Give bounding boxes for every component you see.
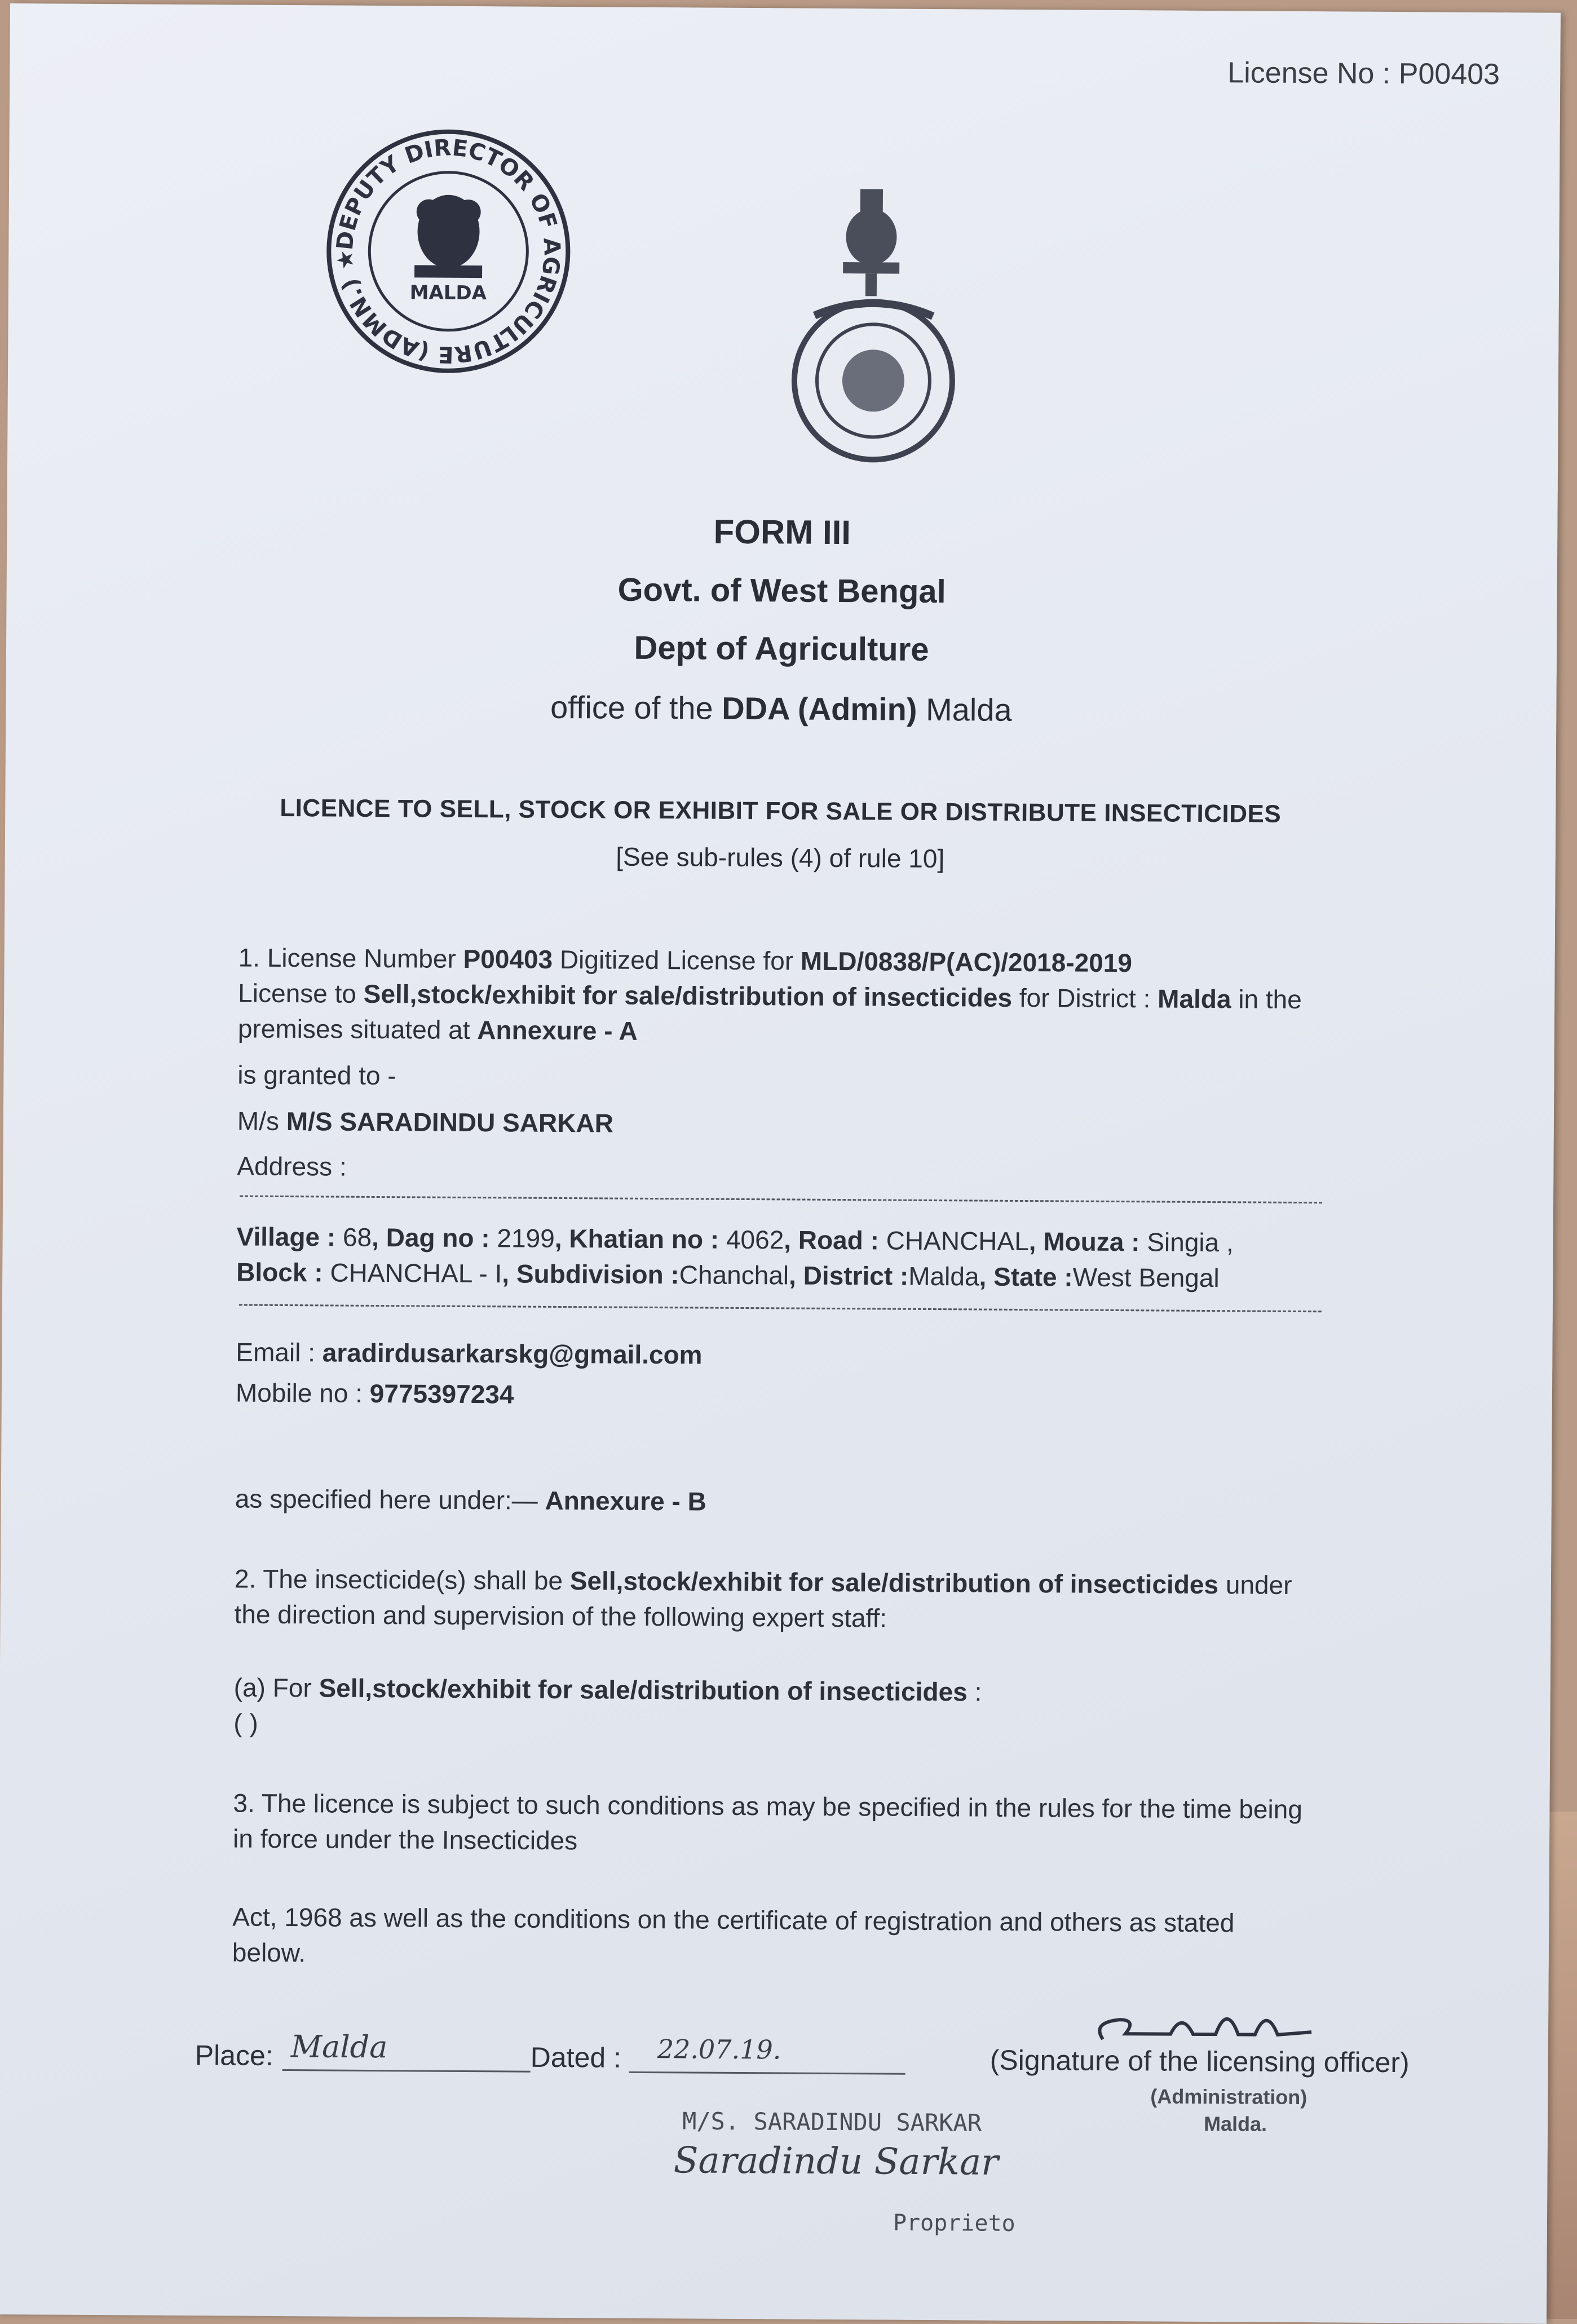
para3-line1: 3. The licence is subject to such conditions as may be specified in the rules for the time being: [233, 1788, 1303, 1825]
text: (a) For: [233, 1672, 319, 1703]
state: West Bengal: [1072, 1262, 1220, 1293]
govt-title: Govt. of West Bengal: [617, 571, 946, 610]
text: premises situated at: [237, 1013, 478, 1045]
specified-line: [235, 1481, 706, 1518]
stamp-line1: (Administration): [1150, 2084, 1307, 2109]
svg-text:MALDA: MALDA: [409, 281, 487, 305]
annexure-a: Annexure - A: [477, 1015, 638, 1046]
para1-line3: [238, 1012, 638, 1048]
text: M/s: [237, 1106, 286, 1136]
office-name: DDA (Admin): [722, 690, 917, 727]
dept-title: Dept of Agriculture: [634, 629, 929, 668]
label: Email :: [236, 1337, 323, 1367]
dated-label: Dated :: [530, 2041, 622, 2074]
granted-to: is granted to -: [237, 1060, 396, 1091]
proprietor-name: M/S. SARADINDU SARKAR: [682, 2107, 982, 2137]
activity: Sell,stock/exhibit for sale/distribution of insecticides: [569, 1566, 1219, 1600]
para1-line1: [238, 941, 1132, 980]
annexure-b: Annexure - B: [545, 1485, 706, 1516]
road: CHANCHAL: [886, 1225, 1029, 1256]
license-document: [0, 3, 1561, 2324]
label: Village :: [236, 1221, 343, 1252]
text: 2. The insecticide(s) shall be: [234, 1564, 570, 1596]
text: in the: [1231, 984, 1302, 1015]
mobile-value: 9775397234: [369, 1378, 514, 1409]
para1-line2: [238, 976, 1302, 1017]
label: , Road :: [784, 1225, 886, 1255]
text: for District :: [1011, 982, 1158, 1013]
emblem-icon: [780, 188, 968, 482]
label: , State :: [979, 1261, 1073, 1292]
office-line: [6, 685, 1556, 732]
proprietor-signature: Saradindu Sarkar: [673, 2140, 999, 2184]
form-title: FORM III: [713, 512, 851, 552]
para2-line1: [235, 1561, 1292, 1601]
para3-line4: below.: [232, 1937, 306, 1968]
licensee-line: [237, 1104, 613, 1140]
place-label: Place:: [195, 2039, 273, 2071]
mouza: Singia ,: [1147, 1227, 1234, 1258]
address-line1: [236, 1219, 1233, 1259]
text: License to: [238, 978, 364, 1008]
label: Block :: [236, 1257, 330, 1287]
address-label: Address :: [237, 1151, 347, 1181]
signature-label: (Signature of the licensing officer): [990, 2044, 1410, 2079]
digitized-license: MLD/0838/P(AC)/2018-2019: [800, 946, 1133, 978]
address-line2: [236, 1255, 1220, 1295]
label: , District :: [788, 1260, 909, 1291]
subdivision: Chanchal: [679, 1260, 789, 1290]
label: , Mouza :: [1028, 1227, 1147, 1257]
para2-line2: the direction and supervision of the following expert staff:: [234, 1599, 887, 1633]
text: :: [967, 1677, 982, 1707]
proprietor-label: Proprieto: [893, 2210, 1015, 2237]
mobile-line: [236, 1375, 514, 1411]
license-number: P00403: [463, 944, 553, 974]
dag-no: 2199: [497, 1223, 555, 1253]
licence-heading: LICENCE TO SELL, STOCK OR EXHIBIT FOR SALE OR DISTRIBUTE INSECTICIDES: [280, 794, 1282, 828]
text: under: [1218, 1570, 1292, 1600]
official-seal-icon: [324, 126, 573, 376]
office-suffix: Malda: [917, 691, 1012, 728]
para2a-line1: [234, 1670, 982, 1708]
dated-value: 22.07.19.: [657, 2034, 781, 2065]
activity: Sell,stock/exhibit for sale/distribution of insecticides: [319, 1673, 968, 1707]
block: CHANCHAL - I: [330, 1258, 502, 1289]
divider: [240, 1196, 1322, 1204]
licensee-name: M/S SARADINDU SARKAR: [286, 1106, 614, 1138]
licence-subheading: [See sub-rules (4) of rule 10]: [616, 842, 945, 874]
district: Malda: [908, 1261, 979, 1291]
text: Digitized License for: [552, 944, 801, 976]
office-prefix: office of the: [550, 689, 722, 726]
khatian-no: 4062: [726, 1224, 784, 1255]
para2a-parens: ( ): [233, 1708, 258, 1738]
text: 1. License Number: [238, 942, 463, 973]
village: 68: [342, 1222, 372, 1252]
text: as specified here under:—: [235, 1484, 545, 1515]
email-value: aradirdusarkarskg@gmail.com: [322, 1338, 703, 1370]
dated-underline: [629, 2071, 905, 2075]
label: , Dag no :: [371, 1222, 497, 1253]
para3-line2: in force under the Insecticides: [232, 1823, 578, 1856]
license-number-header: License No : P00403: [1227, 56, 1500, 91]
label: , Khatian no :: [554, 1223, 727, 1254]
stamp-line2: Malda.: [1203, 2112, 1267, 2136]
label: , Subdivision :: [502, 1259, 679, 1290]
label: Mobile no :: [235, 1378, 370, 1408]
email-line: [236, 1335, 703, 1371]
para3-line3: Act, 1968 as well as the conditions on the certificate of registration and others as stated: [232, 1902, 1235, 1938]
divider: [239, 1304, 1322, 1313]
place-value: Malda: [290, 2029, 388, 2065]
activity: Sell,stock/exhibit for sale/distribution of insecticides: [363, 979, 1013, 1012]
svg-text:DEPUTY DIRECTOR OF AGRICULTURE: DEPUTY DIRECTOR OF AGRICULTURE (ADMN.) ★: [332, 135, 565, 368]
district: Malda: [1157, 984, 1231, 1014]
place-underline: [282, 2069, 531, 2073]
